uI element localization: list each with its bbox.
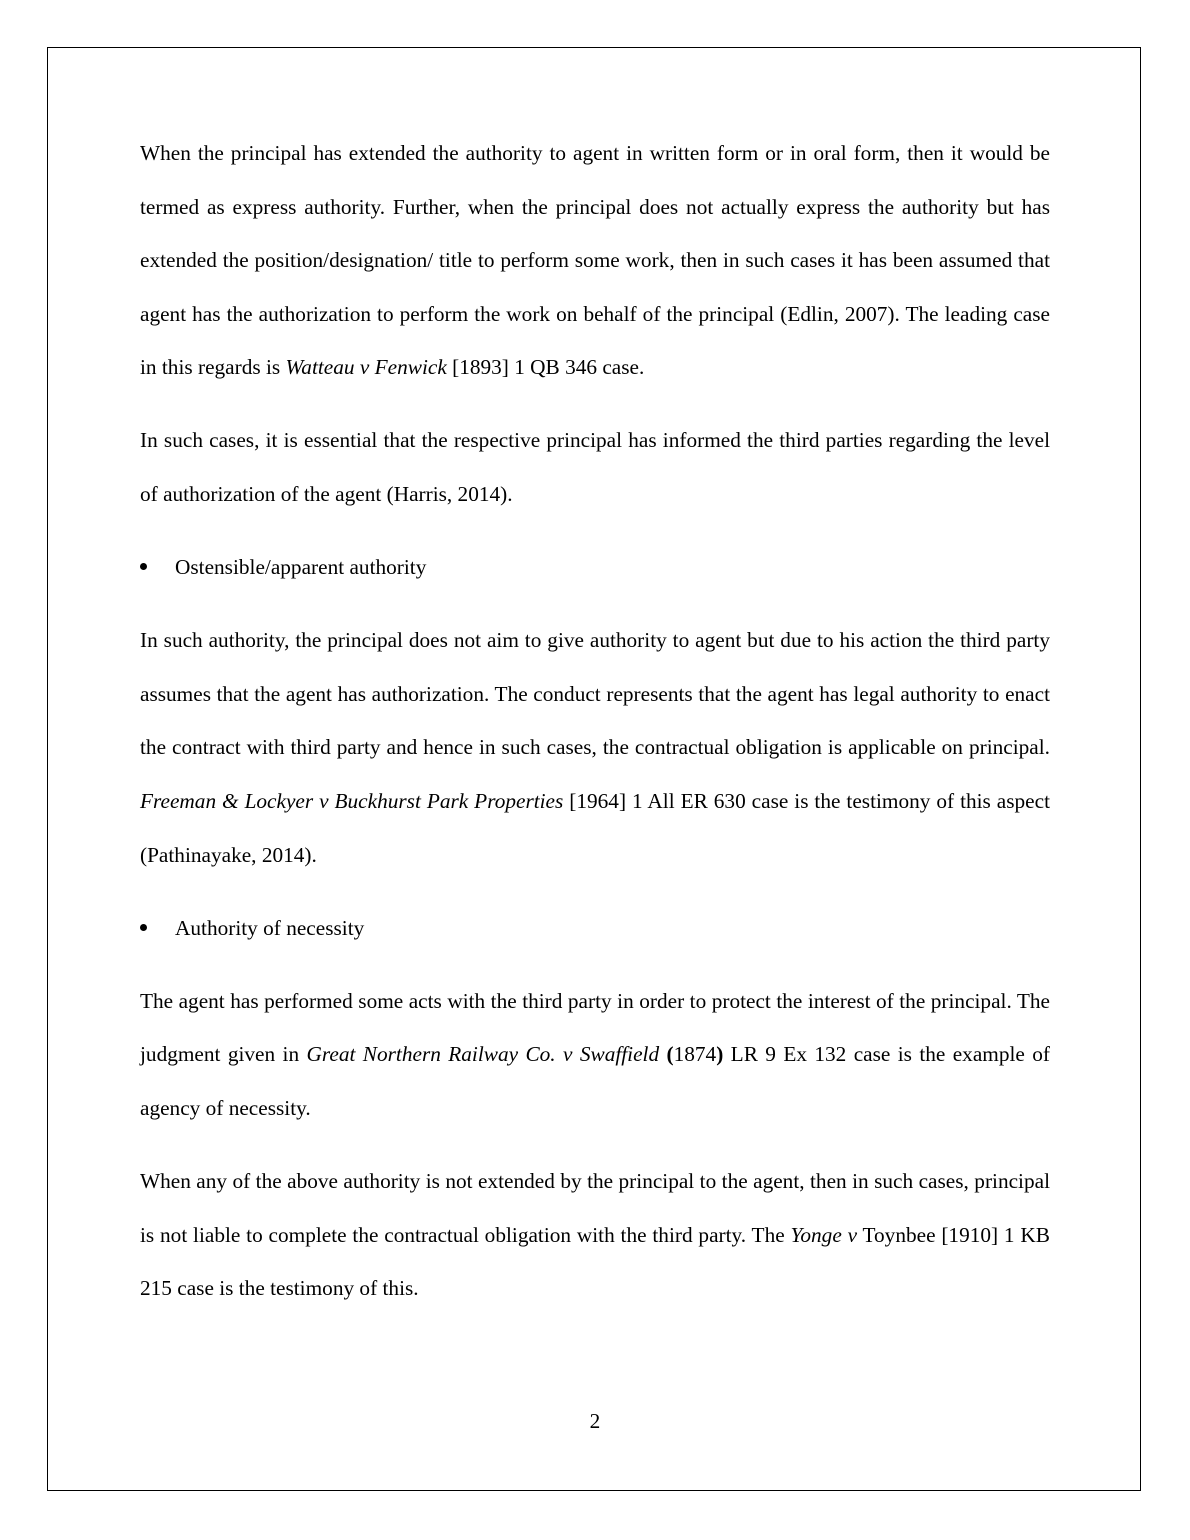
case-year: 1874 <box>673 1042 717 1067</box>
paragraph-text: Toynbee [1910] 1 KB 215 case is the testimony of this. <box>140 1222 1050 1301</box>
paragraph-text: When the principal has extended the authority to agent in written form or in oral form, then it would be termed as express authority. Further, when the principal does not actually express the authority but has extended the position/designation/ title to perform some work, then in such cases it has been assumed that agent has the authorization to perform the work on behalf of the principal (Edlin, 2007). The leading case in this regards is <box>140 141 1050 380</box>
paragraph-text: In such cases, it is essential that the respective principal has informed the third parties regarding the level of authorization of the agent (Harris, 2014). <box>140 428 1050 507</box>
bracket-open: ( <box>666 1042 674 1067</box>
paragraph-third-parties <box>140 414 1050 521</box>
bullet-icon <box>140 563 147 570</box>
bracket-close: ) <box>716 1042 724 1067</box>
paragraph-text <box>659 1042 666 1066</box>
case-citation: Watteau v Fenwick <box>285 355 447 380</box>
paragraph-text: [1964] 1 All ER 630 case is the testimony of this aspect (Pathinayake, 2014). <box>140 789 1051 867</box>
paragraph-text: The agent has performed some acts with the third party in order to protect the interest of the principal. The judgment given in <box>140 988 1050 1067</box>
paragraph-text: [1893] 1 QB 346 case. <box>446 355 645 380</box>
bullet-label: Ostensible/apparent authority <box>175 555 427 580</box>
bullet-authority-of-necessity <box>140 902 1050 956</box>
bullet-ostensible-authority <box>140 541 1050 595</box>
paragraph-text: In such authority, the principal does not aim to give authority to agent but due to his action the third party assumes that the agent has authorization. The conduct represents that the agent has legal authority to enact the contract with third party and hence in such cases, the contractual obligation is applicable on principal. <box>140 628 1050 760</box>
paragraph-text: When any of the above authority is not extended by the principal to the agent, then in such cases, principal is not liable to complete the contractual obligation with the third party. The <box>140 1169 1050 1247</box>
case-citation: Yonge v <box>790 1222 858 1247</box>
paragraph-no-authority <box>140 1155 1050 1316</box>
case-citation: Great Northern Railway Co. v Swaffield <box>306 1042 660 1067</box>
bullet-label: Authority of necessity <box>175 915 365 940</box>
document-body <box>140 127 1050 1335</box>
paragraph-express-authority <box>140 127 1050 395</box>
page-number: 2 <box>589 1409 601 1433</box>
case-citation: Freeman & Lockyer v Buckhurst Park Properties <box>140 789 564 814</box>
bullet-icon <box>140 924 147 931</box>
paragraph-agency-of-necessity <box>140 975 1050 1136</box>
paragraph-text: LR 9 Ex 132 case is the example of agency of necessity. <box>140 1042 1050 1120</box>
paragraph-ostensible-authority <box>140 614 1050 882</box>
